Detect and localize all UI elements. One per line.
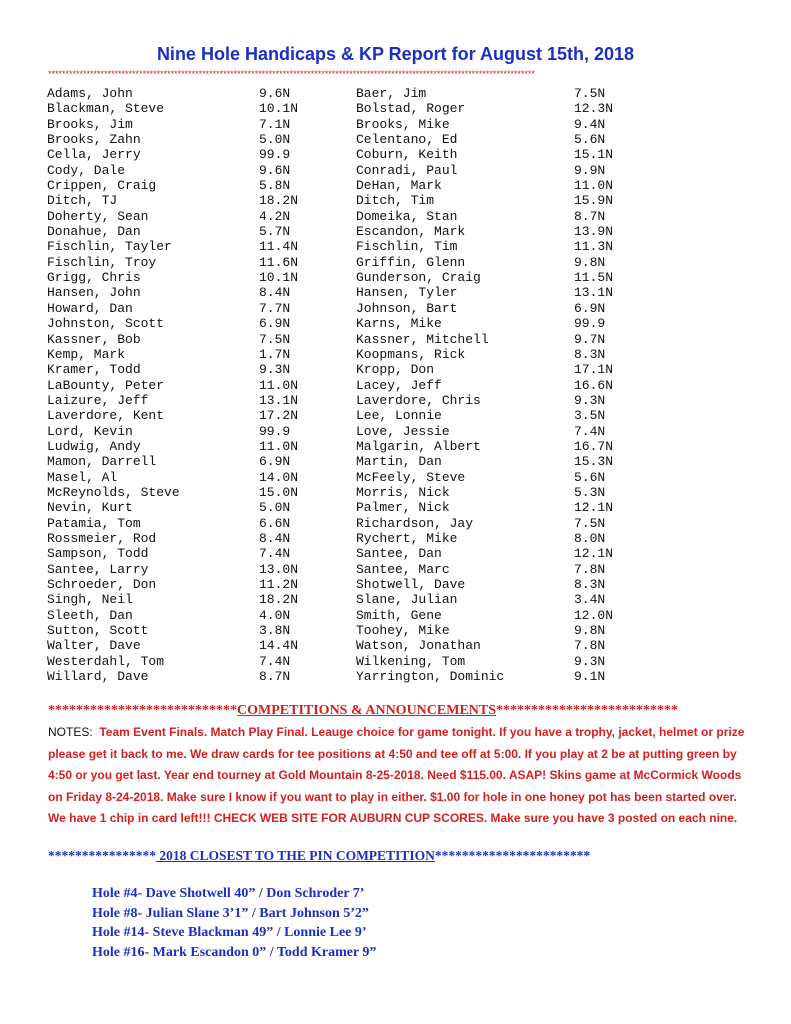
- player-handicap: 8.0N: [574, 530, 606, 546]
- player-row: [356, 378, 646, 393]
- player-handicap: 16.7N: [574, 438, 614, 454]
- title-divider: *******************************************************************************************************************************************: [48, 69, 535, 79]
- player-row: [47, 209, 327, 224]
- player-name: Mamon, Darrell: [47, 454, 157, 470]
- player-handicap: 17.1N: [574, 362, 614, 378]
- player-name: Lacey, Jeff: [356, 377, 442, 393]
- player-row: [47, 224, 327, 239]
- player-row: [356, 531, 646, 546]
- player-handicap: 9.9N: [574, 162, 606, 178]
- player-row: [47, 316, 327, 331]
- player-name: Rossmeier, Rod: [47, 530, 157, 546]
- player-row: [356, 393, 646, 408]
- player-name: Santee, Marc: [356, 561, 450, 577]
- player-name: Johnson, Bart: [356, 300, 458, 316]
- player-row: [356, 301, 646, 316]
- player-handicap: 9.3N: [259, 362, 291, 378]
- player-name: Fischlin, Troy: [47, 254, 157, 270]
- player-handicap: 10.1N: [259, 101, 299, 117]
- player-handicap: 8.3N: [574, 577, 606, 592]
- notes-text: Team Event Finals. Match Play Final. Leauge choice for game tonight. If you have a trophy, jacket, helmet or prize please get it back to me. We draw cards for tee positions at 4:50 and tee off at 5:00. If you play at 2 be at putting green by 4:50 or you get last. Year end tourney at Gold Mountain 8-25-2018. Need $115.00. ASAP! Skins game at McCormick Woods on Friday 8-24-2018. Make sure I know if you want to play in either. $1.00 for hole in one honey pot has been started over. We have 1 chip in card left!!! CHECK WEB SITE FOR AUBURN CUP SCORES. Make sure you have 3 posted on each nine.: [48, 725, 745, 825]
- player-row: [356, 285, 646, 300]
- player-handicap: 13.9N: [574, 224, 614, 240]
- player-name: Karns, Mike: [356, 316, 442, 332]
- player-handicap: 6.9N: [259, 316, 291, 332]
- player-name: Laizure, Jeff: [47, 392, 149, 408]
- player-name: Howard, Dan: [47, 300, 133, 316]
- player-row: [47, 193, 327, 208]
- player-name: Fischlin, Tayler: [47, 239, 172, 255]
- competitions-title: COMPETITIONS & ANNOUNCEMENTS: [237, 703, 497, 718]
- stars-left: ***************************: [48, 703, 237, 718]
- player-row: [356, 101, 646, 116]
- player-name: Kramer, Todd: [47, 362, 141, 378]
- player-handicap: 11.2N: [259, 577, 299, 592]
- player-name: Smith, Gene: [356, 607, 442, 623]
- player-name: Nevin, Kurt: [47, 500, 133, 516]
- player-row: [47, 178, 327, 193]
- player-name: Wilkening, Tom: [356, 653, 466, 669]
- player-row: [356, 117, 646, 132]
- stars-right: **************************: [496, 703, 679, 718]
- player-row: [47, 270, 327, 285]
- player-handicap: 11.0N: [259, 377, 299, 393]
- player-handicap: 11.6N: [259, 254, 299, 270]
- competitions-heading: [48, 703, 748, 719]
- player-row: [356, 362, 646, 377]
- player-row: [47, 408, 327, 423]
- player-handicap: 9.3N: [574, 653, 606, 669]
- player-row: [47, 86, 327, 101]
- player-handicap: 13.0N: [259, 561, 299, 577]
- hole-result: Hole #16- Mark Escandon 0” / Todd Kramer 9”: [92, 944, 377, 960]
- player-row: [356, 178, 646, 193]
- player-name: LaBounty, Peter: [47, 377, 165, 393]
- player-name: Shotwell, Dave: [356, 577, 466, 592]
- player-row: [356, 209, 646, 224]
- player-name: Cella, Jerry: [47, 147, 141, 163]
- player-name: Escandon, Mark: [356, 224, 466, 240]
- player-row: [47, 117, 327, 132]
- handicap-column-left: [47, 86, 327, 684]
- player-name: Hansen, John: [47, 285, 141, 301]
- player-handicap: 9.8N: [574, 254, 606, 270]
- player-handicap: 5.0N: [259, 500, 291, 516]
- player-name: Lord, Kevin: [47, 423, 133, 439]
- player-row: [47, 332, 327, 347]
- player-name: Brooks, Mike: [356, 116, 450, 132]
- player-row: [47, 546, 327, 561]
- player-handicap: 99.9: [574, 316, 606, 332]
- player-handicap: 12.1N: [574, 546, 614, 562]
- player-handicap: 9.1N: [574, 669, 606, 685]
- player-handicap: 7.1N: [259, 116, 291, 132]
- player-handicap: 11.3N: [574, 239, 614, 255]
- player-handicap: 7.4N: [259, 546, 291, 562]
- player-name: McReynolds, Steve: [47, 484, 180, 500]
- player-handicap: 6.9N: [574, 300, 606, 316]
- player-handicap: 11.0N: [259, 438, 299, 454]
- player-row: [356, 270, 646, 285]
- player-row: [356, 516, 646, 531]
- player-name: Lee, Lonnie: [356, 408, 442, 424]
- player-name: Coburn, Keith: [356, 147, 458, 163]
- player-handicap: 5.6N: [574, 132, 606, 148]
- player-handicap: 16.6N: [574, 377, 614, 393]
- player-handicap: 13.1N: [259, 392, 299, 408]
- player-name: Slane, Julian: [356, 592, 458, 608]
- player-row: [356, 669, 646, 684]
- player-name: Blackman, Steve: [47, 101, 165, 117]
- player-name: Hansen, Tyler: [356, 285, 458, 301]
- player-name: Laverdore, Kent: [47, 408, 165, 424]
- player-row: [356, 347, 646, 362]
- player-name: Ditch, TJ: [47, 193, 118, 209]
- player-name: Santee, Dan: [356, 546, 442, 562]
- hole-result: Hole #4- Dave Shotwell 40” / Don Schroder 7’: [92, 886, 365, 901]
- player-name: Cody, Dale: [47, 162, 126, 178]
- player-handicap: 6.6N: [259, 515, 291, 531]
- player-name: Crippen, Craig: [47, 178, 157, 194]
- player-row: [356, 500, 646, 515]
- player-name: Adams, John: [47, 86, 133, 101]
- player-name: Rychert, Mike: [356, 530, 458, 546]
- player-name: Donahue, Dan: [47, 224, 141, 240]
- player-handicap: 9.6N: [259, 86, 291, 101]
- player-row: [47, 562, 327, 577]
- player-row: [356, 470, 646, 485]
- player-handicap: 12.1N: [574, 500, 614, 516]
- player-row: [356, 408, 646, 423]
- player-handicap: 5.7N: [259, 224, 291, 240]
- stars-right: ***********************: [434, 848, 591, 863]
- player-handicap: 7.5N: [259, 331, 291, 347]
- player-name: Westerdahl, Tom: [47, 653, 165, 669]
- player-name: Laverdore, Chris: [356, 392, 481, 408]
- player-name: Morris, Nick: [356, 484, 450, 500]
- player-name: Ditch, Tim: [356, 193, 435, 209]
- player-handicap: 5.8N: [259, 178, 291, 194]
- player-handicap: 8.4N: [259, 285, 291, 301]
- player-handicap: 11.0N: [574, 178, 614, 194]
- player-row: [356, 546, 646, 561]
- player-row: [356, 147, 646, 162]
- player-handicap: 8.7N: [574, 208, 606, 224]
- player-name: Schroeder, Don: [47, 577, 157, 592]
- player-handicap: 9.6N: [259, 162, 291, 178]
- player-name: McFeely, Steve: [356, 469, 466, 485]
- page-title: Nine Hole Handicaps & KP Report for August 15th, 2018: [156, 44, 635, 64]
- player-name: Bolstad, Roger: [356, 101, 466, 117]
- player-name: Griffin, Glenn: [356, 254, 466, 270]
- player-handicap: 6.9N: [259, 454, 291, 470]
- player-row: [47, 239, 327, 254]
- player-row: [356, 592, 646, 607]
- player-name: Singh, Neil: [47, 592, 133, 608]
- player-row: [356, 638, 646, 653]
- player-name: Grigg, Chris: [47, 270, 141, 286]
- player-row: [47, 362, 327, 377]
- player-handicap: 12.3N: [574, 101, 614, 117]
- player-handicap: 15.0N: [259, 484, 299, 500]
- player-row: [356, 562, 646, 577]
- player-row: [356, 193, 646, 208]
- closest-to-pin-title: 2018 CLOSEST TO THE PIN COMPETITION: [156, 848, 435, 863]
- player-row: [47, 516, 327, 531]
- player-handicap: 5.6N: [574, 469, 606, 485]
- player-handicap: 5.3N: [574, 484, 606, 500]
- player-name: Fischlin, Tim: [356, 239, 458, 255]
- player-row: [47, 393, 327, 408]
- player-row: [47, 301, 327, 316]
- player-handicap: 99.9: [259, 147, 291, 163]
- hole-result: Hole #8- Julian Slane 3’1” / Bart Johnson 5’2”: [92, 905, 369, 921]
- player-name: Malgarin, Albert: [356, 438, 481, 454]
- player-handicap: 17.2N: [259, 408, 299, 424]
- player-row: [47, 454, 327, 469]
- player-handicap: 10.1N: [259, 270, 299, 286]
- handicap-column-right: [356, 86, 646, 684]
- player-row: [47, 500, 327, 515]
- player-handicap: 12.0N: [574, 607, 614, 623]
- player-handicap: 11.5N: [574, 270, 614, 286]
- player-handicap: 3.4N: [574, 592, 606, 608]
- hole-result: Hole #14- Steve Blackman 49” / Lonnie Lee 9’: [92, 925, 367, 940]
- player-name: Palmer, Nick: [356, 500, 450, 516]
- player-name: Watson, Jonathan: [356, 638, 481, 654]
- player-handicap: 13.1N: [574, 285, 614, 301]
- player-row: [47, 439, 327, 454]
- player-row: [356, 454, 646, 469]
- player-row: [47, 592, 327, 607]
- player-row: [356, 424, 646, 439]
- player-name: Brooks, Jim: [47, 116, 133, 132]
- player-name: Richardson, Jay: [356, 515, 474, 531]
- player-handicap: 3.8N: [259, 623, 291, 639]
- player-handicap: 14.0N: [259, 469, 299, 485]
- player-name: Toohey, Mike: [356, 623, 450, 639]
- player-row: [47, 638, 327, 653]
- player-handicap: 8.3N: [574, 346, 606, 362]
- player-name: Koopmans, Rick: [356, 346, 466, 362]
- player-name: Conradi, Paul: [356, 162, 458, 178]
- player-name: Patamia, Tom: [47, 515, 141, 531]
- player-row: [356, 255, 646, 270]
- player-handicap: 9.7N: [574, 331, 606, 347]
- player-name: Kassner, Bob: [47, 331, 141, 347]
- player-handicap: 1.7N: [259, 346, 291, 362]
- player-handicap: 9.8N: [574, 623, 606, 639]
- stars-left: ****************: [48, 848, 156, 863]
- player-row: [47, 485, 327, 500]
- player-handicap: 9.3N: [574, 392, 606, 408]
- player-row: [47, 531, 327, 546]
- player-row: [47, 255, 327, 270]
- player-row: [356, 623, 646, 638]
- player-name: Celentano, Ed: [356, 132, 458, 148]
- player-handicap: 5.0N: [259, 132, 291, 148]
- player-row: [47, 623, 327, 638]
- player-row: [47, 470, 327, 485]
- player-row: [47, 347, 327, 362]
- player-row: [356, 608, 646, 623]
- player-handicap: 99.9: [259, 423, 291, 439]
- player-name: Doherty, Sean: [47, 208, 149, 224]
- player-name: Ludwig, Andy: [47, 438, 141, 454]
- player-handicap: 18.2N: [259, 592, 299, 608]
- player-row: [356, 132, 646, 147]
- player-handicap: 11.4N: [259, 239, 299, 255]
- player-name: Sampson, Todd: [47, 546, 149, 562]
- player-row: [356, 485, 646, 500]
- player-name: Sleeth, Dan: [47, 607, 133, 623]
- player-row: [47, 285, 327, 300]
- player-row: [356, 163, 646, 178]
- player-handicap: 7.5N: [574, 515, 606, 531]
- player-name: Baer, Jim: [356, 86, 427, 101]
- closest-to-pin-results: [92, 884, 692, 962]
- player-handicap: 8.7N: [259, 669, 291, 685]
- player-row: [47, 669, 327, 684]
- player-handicap: 7.4N: [574, 423, 606, 439]
- player-name: Johnston, Scott: [47, 316, 165, 332]
- player-handicap: 7.8N: [574, 561, 606, 577]
- player-name: Yarrington, Dominic: [356, 669, 505, 685]
- notes-label: NOTES:: [48, 725, 93, 739]
- player-handicap: 7.5N: [574, 86, 606, 101]
- player-handicap: 7.8N: [574, 638, 606, 654]
- player-row: [47, 163, 327, 178]
- player-name: Martin, Dan: [356, 454, 442, 470]
- player-name: Walter, Dave: [47, 638, 141, 654]
- player-row: [47, 608, 327, 623]
- player-handicap: 7.4N: [259, 653, 291, 669]
- player-handicap: 7.7N: [259, 300, 291, 316]
- player-row: [47, 378, 327, 393]
- player-name: Kropp, Don: [356, 362, 435, 378]
- player-handicap: 4.2N: [259, 208, 291, 224]
- player-row: [356, 654, 646, 669]
- closest-to-pin-heading: [48, 848, 748, 864]
- player-name: Love, Jessie: [356, 423, 450, 439]
- player-name: DeHan, Mark: [356, 178, 442, 194]
- player-name: Domeika, Stan: [356, 208, 458, 224]
- player-row: [47, 654, 327, 669]
- player-row: [47, 132, 327, 147]
- player-name: Masel, Al: [47, 469, 118, 485]
- player-row: [356, 239, 646, 254]
- player-handicap: 3.5N: [574, 408, 606, 424]
- player-name: Brooks, Zahn: [47, 132, 141, 148]
- player-row: [356, 439, 646, 454]
- player-handicap: 15.9N: [574, 193, 614, 209]
- player-handicap: 15.1N: [574, 147, 614, 163]
- player-name: Kassner, Mitchell: [356, 331, 489, 347]
- player-row: [47, 101, 327, 116]
- player-handicap: 8.4N: [259, 530, 291, 546]
- player-row: [356, 224, 646, 239]
- player-handicap: 4.0N: [259, 607, 291, 623]
- player-name: Sutton, Scott: [47, 623, 149, 639]
- player-row: [47, 147, 327, 162]
- player-name: Gunderson, Craig: [356, 270, 481, 286]
- notes-paragraph: [48, 722, 748, 830]
- player-row: [356, 332, 646, 347]
- player-name: Willard, Dave: [47, 669, 149, 685]
- player-row: [47, 424, 327, 439]
- player-row: [356, 86, 646, 101]
- player-name: Kemp, Mark: [47, 346, 126, 362]
- player-handicap: 9.4N: [574, 116, 606, 132]
- player-row: [356, 577, 646, 592]
- player-handicap: 15.3N: [574, 454, 614, 470]
- player-handicap: 14.4N: [259, 638, 299, 654]
- player-row: [356, 316, 646, 331]
- player-handicap: 18.2N: [259, 193, 299, 209]
- player-row: [47, 577, 327, 592]
- player-name: Santee, Larry: [47, 561, 149, 577]
